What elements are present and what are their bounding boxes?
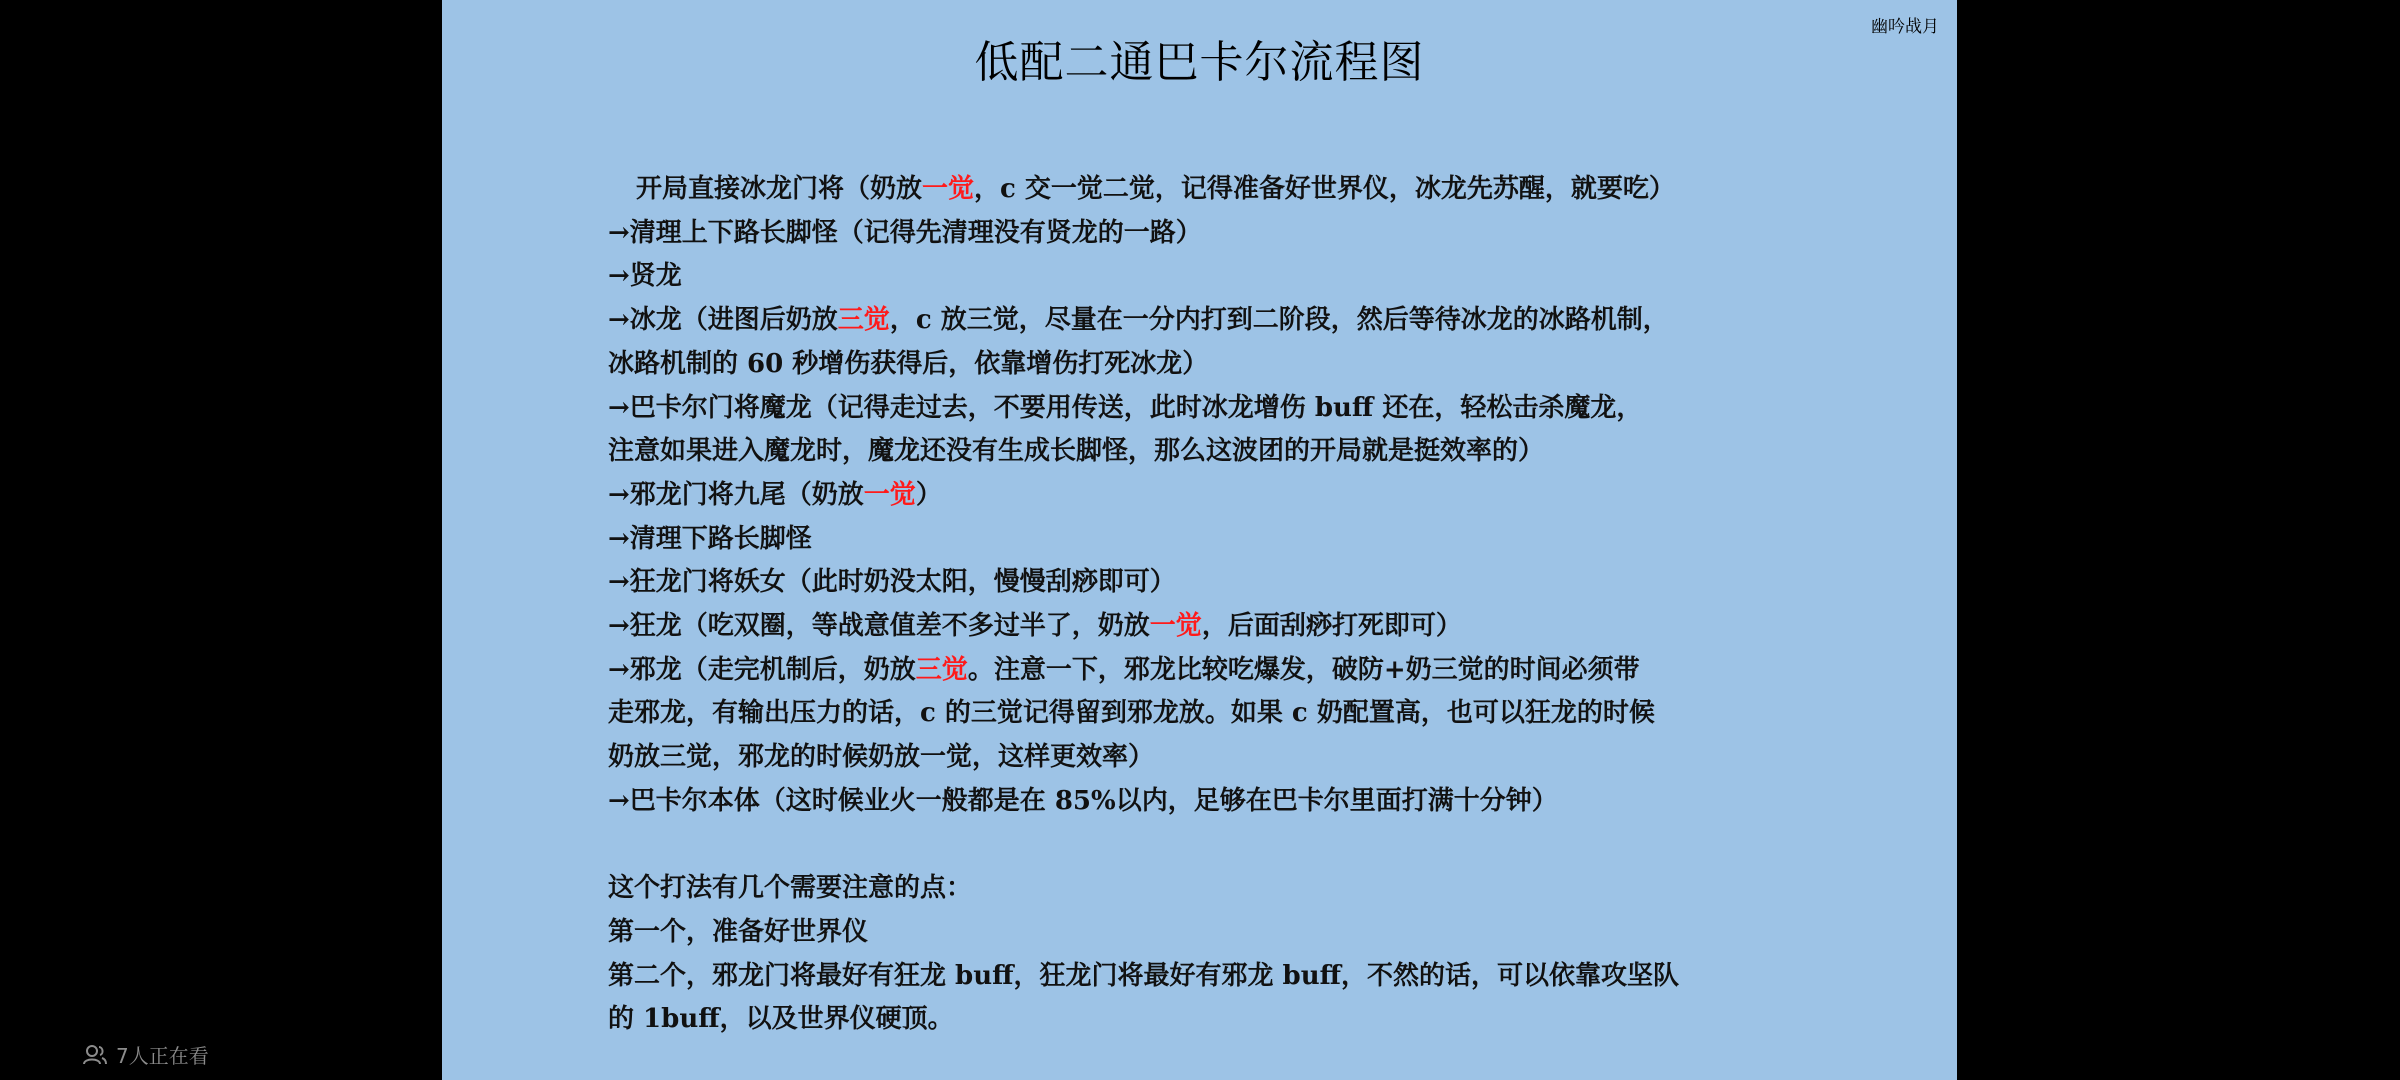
line-text: →清理上下路长脚怪（记得先清理没有贤龙的一路） [608,217,1202,248]
line-text: →邪龙门将九尾（奶放 [608,479,864,510]
line-text: →巴卡尔本体（这时候业火一般都是在 85%以内，足够在巴卡尔里面打满十分钟） [608,785,1558,816]
line-text: 开局直接冰龙门将（奶放 [636,174,923,204]
flow-line [608,692,1783,736]
highlight-text: 一觉 [922,174,975,204]
line-text: →狂龙（吃双圈，等战意值差不多过半了，奶放 [608,611,1150,642]
viewers-icon [82,1044,108,1066]
line-text: 奶放三觉，邪龙的时候奶放一觉，这样更效率） [608,742,1155,773]
line-text: →巴卡尔门将魔龙（记得走过去，不要用传送，此时冰龙增伤 buff 还在，轻松击杀魔龙， [608,392,1643,423]
flow-line [608,212,1783,256]
line-text: →贤龙 [608,261,682,292]
highlight-text: 三觉 [837,305,890,336]
line-text: →冰龙（进图后奶放 [608,305,838,336]
viewer-count-text: 7人正在看 [116,1044,209,1068]
note-line: 第一个，准备好世界仪 [608,916,869,947]
notes [608,867,1783,1042]
flow-content [608,168,1783,1042]
line-text: →清理下路长脚怪 [608,523,812,554]
slide [442,0,1957,1080]
line-text: ） [915,479,942,510]
note-line: 的 1buff，以及世界仪硬顶。 [608,1004,954,1035]
highlight-text: 一觉 [863,479,916,510]
viewer-count [82,1040,209,1069]
flow-line [608,430,1783,474]
highlight-text: 三觉 [915,654,968,685]
note-line: 第二个，邪龙门将最好有狂龙 buff，狂龙门将最好有邪龙 buff，不然的话，可以依靠攻坚队 [608,960,1679,991]
line-text: ，c 交一觉二觉，记得准备好世界仪，冰龙先苏醒，就要吃） [974,174,1675,204]
flow-steps [608,168,1783,824]
flow-line [608,255,1783,299]
line-text: ，c 放三觉，尽量在一分内打到二阶段，然后等待冰龙的冰路机制， [889,305,1669,336]
line-text: 冰路机制的 60 秒增伤获得后，依靠增伤打死冰龙） [608,348,1209,379]
flow-line [608,168,1783,212]
flow-line [608,561,1783,605]
flow-line [608,518,1783,562]
spacer [608,824,1783,868]
line-text: →邪龙（走完机制后，奶放 [608,654,916,685]
watermark: 幽吟战月 [1871,17,1939,37]
line-text: 。注意一下，邪龙比较吃爆发，破防+奶三觉的时间必须带 [967,654,1640,685]
flow-line [608,780,1783,824]
line-text: ，后面刮痧打死即可） [1201,611,1462,642]
line-text: 注意如果进入魔龙时，魔龙还没有生成长脚怪，那么这波团的开局就是挺效率的） [608,436,1545,467]
flow-line [608,343,1783,387]
slide-title: 低配二通巴卡尔流程图 [974,37,1425,88]
flow-line [608,736,1783,780]
flow-line [608,649,1783,693]
flow-line [608,299,1783,343]
flow-line [608,605,1783,649]
highlight-text: 一觉 [1149,611,1202,642]
flow-line [608,387,1783,431]
line-text: 走邪龙，有输出压力的话，c 的三觉记得留到邪龙放。如果 c 奶配置高，也可以狂龙的时候 [608,698,1655,729]
flow-line [608,474,1783,518]
note-line: 这个打法有几个需要注意的点： [608,873,973,904]
line-text: →狂龙门将妖女（此时奶没太阳，慢慢刮痧即可） [608,567,1176,598]
